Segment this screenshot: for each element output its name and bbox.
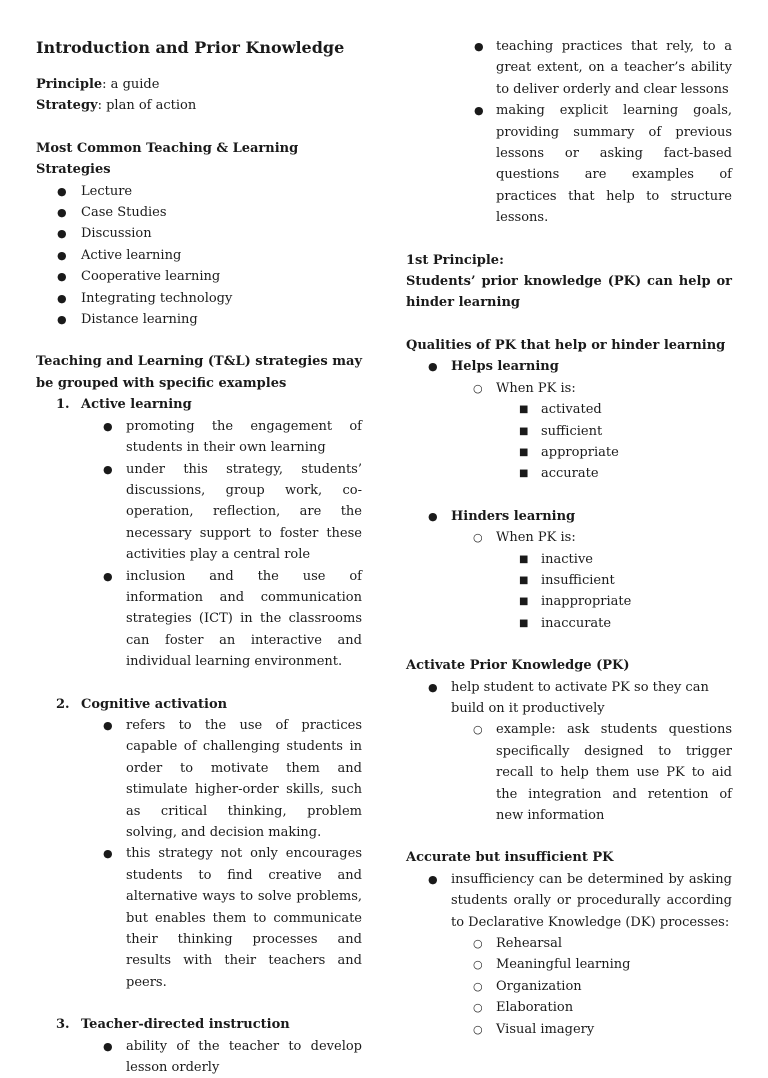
- list-item: ■ insufficient: [406, 570, 732, 591]
- bullet-icon: ●: [428, 360, 438, 374]
- list-item: ■ activated: [406, 399, 732, 420]
- circle-bullet-icon: ○: [473, 979, 483, 993]
- list-item: ● Distance learning: [36, 309, 362, 330]
- common-strategies-list: [36, 181, 362, 331]
- circle-bullet-icon: ○: [473, 1022, 483, 1036]
- list-item: ● making explicit learning goals, providing summary of previous lessons or asking fact-based questions are examples of practices that help to structure lessons.: [406, 100, 732, 228]
- bullet-icon: ●: [57, 227, 67, 241]
- list-item: ○ When PK is:: [406, 378, 732, 399]
- square-bullet-icon: ■: [519, 574, 529, 586]
- list-item: ■ inappropriate: [406, 591, 732, 612]
- list-item: ● Active learning: [36, 245, 362, 266]
- bullet-icon: ●: [57, 313, 67, 327]
- bullet-icon: ●: [103, 718, 113, 732]
- list-item: ○ Elaboration: [406, 997, 732, 1018]
- section-active-learning-title: 1. Active learning: [56, 397, 192, 413]
- hinders-learning-item: ● Hinders learning: [406, 506, 732, 527]
- bullet-icon: ●: [474, 40, 484, 53]
- accurate-insufficient-heading: Accurate but insufficient PK: [406, 850, 614, 866]
- circle-bullet-icon: ○: [473, 958, 483, 972]
- list-item: ● this strategy not only encourages students to find creative and alternative ways to solve problems, but enables them to communicate their thinking processes and results with their teachers and peers.: [36, 843, 362, 993]
- list-item: ● under this strategy, students’ discussions, group work, co-operation, reflection, are the necessary support to foster these activities play a central role: [36, 459, 362, 566]
- common-strategies-heading: Most Common Teaching & Learning Strategies: [36, 140, 299, 178]
- square-bullet-icon: ■: [519, 596, 529, 608]
- list-item: ● promoting the engagement of students in their own learning: [36, 416, 362, 459]
- list-item: ● Case Studies: [36, 202, 362, 223]
- square-bullet-icon: ■: [519, 553, 529, 565]
- bullet-icon: ●: [57, 184, 67, 198]
- list-item: ○ Visual imagery: [406, 1019, 732, 1040]
- bullet-icon: ●: [57, 270, 67, 284]
- list-item: ○ Meaningful learning: [406, 954, 732, 975]
- page-title: Introduction and Prior Knowledge: [36, 38, 345, 57]
- section-teacher-directed-title: 3. Teacher-directed instruction: [56, 1017, 290, 1033]
- list-item: ○ example: ask students questions specifically designed to trigger recall to help them use PK to aid the integration and retention of new information: [406, 719, 732, 826]
- list-item: ■ inactive: [406, 549, 732, 570]
- circle-bullet-icon: ○: [473, 381, 483, 395]
- circle-bullet-icon: ○: [473, 937, 483, 951]
- list-item: ● Lecture: [36, 181, 362, 202]
- bullet-icon: ●: [103, 462, 113, 476]
- right-column: [406, 36, 732, 1040]
- first-principle-label: 1st Principle:: [406, 252, 504, 268]
- first-principle-text: Students’ prior knowledge (PK) can help or hinder learning: [406, 274, 732, 311]
- list-item: ■ appropriate: [406, 442, 732, 463]
- list-item: ● teaching practices that rely, to a great extent, on a teacher’s ability to deliver orderly and clear lessons: [406, 36, 732, 100]
- list-item: ○ Rehearsal: [406, 933, 732, 954]
- list-item: ■ accurate: [406, 463, 732, 484]
- list-item: ● Integrating technology: [36, 288, 362, 309]
- bullet-icon: ●: [103, 419, 113, 433]
- qualities-heading: Qualities of PK that help or hinder learning: [406, 337, 726, 353]
- list-item: ■ inaccurate: [406, 613, 732, 634]
- list-item: ■ sufficient: [406, 421, 732, 442]
- list-item: ● Cooperative learning: [36, 266, 362, 287]
- square-bullet-icon: ■: [519, 446, 529, 458]
- square-bullet-icon: ■: [519, 468, 529, 480]
- strategy-definition: Strategy: plan of action: [36, 98, 197, 114]
- principle-definition: Principle: a guide: [36, 77, 160, 92]
- square-bullet-icon: ■: [519, 617, 529, 629]
- list-item: ● inclusion and the use of information and communication strategies (ICT) in the classrooms can foster an interactive and individual learning environment.: [36, 566, 362, 673]
- bullet-icon: ●: [57, 248, 67, 262]
- circle-bullet-icon: ○: [473, 1001, 483, 1015]
- bullet-icon: ●: [474, 104, 484, 118]
- bullet-icon: ●: [103, 569, 113, 583]
- square-bullet-icon: ■: [519, 404, 529, 416]
- list-item: ● Discussion: [36, 223, 362, 244]
- list-item: ○ When PK is:: [406, 527, 732, 548]
- circle-bullet-icon: ○: [473, 723, 483, 737]
- bullet-icon: ●: [428, 680, 438, 694]
- list-item: ● help student to activate PK so they can build on it productively: [406, 677, 732, 720]
- square-bullet-icon: ■: [519, 425, 529, 437]
- grouped-strategies-heading: Teaching and Learning (T&L) strategies may be grouped with specific examples: [36, 354, 363, 391]
- bullet-icon: ●: [57, 291, 67, 305]
- left-column: [36, 36, 362, 1078]
- list-item: ○ Organization: [406, 976, 732, 997]
- helps-learning-item: ● Helps learning: [406, 356, 732, 377]
- bullet-icon: ●: [57, 206, 67, 220]
- list-item: ● ability of the teacher to develop lesson orderly: [36, 1036, 362, 1078]
- circle-bullet-icon: ○: [473, 531, 483, 545]
- section-cognitive-activation-title: 2. Cognitive activation: [56, 696, 228, 712]
- bullet-icon: ●: [103, 1039, 113, 1053]
- bullet-icon: ●: [428, 509, 438, 523]
- bullet-icon: ●: [428, 872, 438, 886]
- bullet-icon: ●: [103, 847, 113, 861]
- activate-pk-heading: Activate Prior Knowledge (PK): [406, 658, 630, 674]
- list-item: ● insufficiency can be determined by asking students orally or procedurally according to Declarative Knowledge (DK) processes:: [406, 869, 732, 933]
- list-item: ● refers to the use of practices capable of challenging students in order to motivate them and stimulate higher-order skills, such as critical thinking, problem solving, and decision making.: [36, 715, 362, 843]
